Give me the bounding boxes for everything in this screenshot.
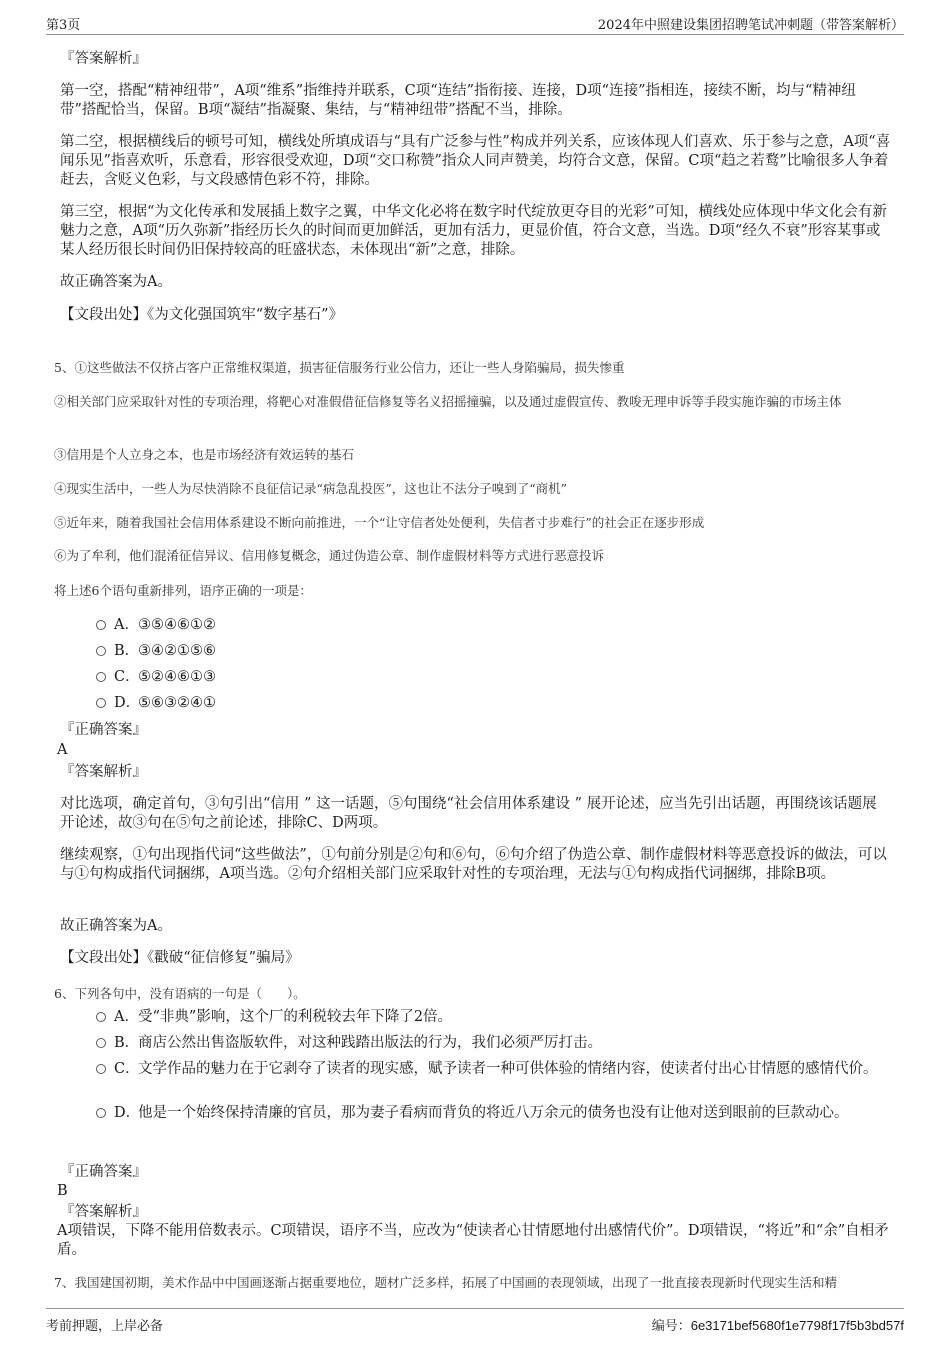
conclusion: 故正确答案为A。 bbox=[60, 274, 172, 290]
radio-icon[interactable] bbox=[96, 1108, 106, 1118]
analysis-label: 『答案解析』 bbox=[60, 764, 147, 780]
page-number: 第3页 bbox=[46, 18, 81, 33]
question-sentence: 5、①这些做法不仅挤占客户正常维权渠道，损害征信服务行业公信力，还让一些人身陷骗局，损失惨重 bbox=[54, 360, 625, 375]
footer-slogan: 考前押题，上岸必备 bbox=[46, 1319, 164, 1334]
document-code: 编号：6e3171bef5680f1e7798f17f5b3bd57f bbox=[651, 1318, 904, 1333]
question-sentence: ②相关部门应采取针对性的专项治理，将靶心对准假借征信修复等名义招摇撞骗，以及通过虚假宣传、教唆无理申诉等手段实施诈骗的市场主体 bbox=[54, 394, 842, 409]
answer-option[interactable]: B．③④②①⑤⑥ bbox=[96, 642, 216, 661]
analysis-label: 『答案解析』 bbox=[60, 51, 147, 67]
radio-icon[interactable] bbox=[96, 620, 106, 630]
radio-icon[interactable] bbox=[96, 1038, 106, 1048]
source-citation: 【文段出处】《为文化强国筑牢“数字基石”》 bbox=[60, 307, 344, 323]
analysis-label: 『答案解析』 bbox=[60, 1204, 147, 1220]
radio-icon[interactable] bbox=[96, 698, 106, 708]
analysis-paragraph: 继续观察，①句出现指代词“这些做法”，①句前分别是②句和⑥句，⑥句介绍了伪造公章、制作虚假材料等恶意投诉的做法，可以与①句构成指代词捆绑，A项当选。②句介绍相关部门应采取针对性的专项治理，无法与①句构成指代词捆绑，排除B项。 bbox=[60, 847, 887, 882]
radio-icon[interactable] bbox=[96, 1064, 106, 1074]
analysis-paragraph: 第二空，根据横线后的顿号可知，横线处所填成语与“具有广泛参与性”构成并列关系，应该体现人们喜欢、乐于参与之意，A项“喜闻乐见”指喜欢听，乐意看，形容很受欢迎，D项“交口称赞”指众人同声赞美，均符合文意，保留。C项“趋之若鹜”比喻很多人争着赶去，含贬义色彩，与文段感情色彩不符，排除。 bbox=[60, 134, 891, 188]
question-sentence: ④现实生活中，一些人为尽快消除不良征信记录“病急乱投医”，这也让不法分子嗅到了“商机” bbox=[54, 481, 568, 496]
radio-icon[interactable] bbox=[96, 672, 106, 682]
answer-option[interactable]: C．⑤②④⑥①③ bbox=[96, 668, 216, 687]
question-stem: 7、我国建国初期，美术作品中中国画逐渐占据重要地位，题材广泛多样，拓展了中国画的表现领域，出现了一批直接表现新时代现实生活和精 bbox=[54, 1275, 837, 1290]
answer-option[interactable]: D．⑤⑥③②④① bbox=[96, 694, 216, 713]
answer-label: 『正确答案』 bbox=[60, 722, 147, 738]
answer-option[interactable]: D．他是一个始终保持清廉的官员，那为妻子看病而背负的将近八万余元的债务也没有让他对送到眼前的巨款动心。 bbox=[96, 1104, 886, 1123]
radio-icon[interactable] bbox=[96, 1012, 106, 1022]
answer-option[interactable]: A．受“非典”影响，这个厂的利税较去年下降了2倍。 bbox=[96, 1008, 886, 1027]
page-footer bbox=[46, 1308, 904, 1335]
analysis-paragraph: A项错误，下降不能用倍数表示。C项错误，语序不当，应改为“使读者心甘情愿地付出感情代价”。D项错误，“将近”和“余”自相矛盾。 bbox=[57, 1223, 889, 1258]
answer-option[interactable]: A．③⑤④⑥①② bbox=[96, 616, 216, 635]
radio-icon[interactable] bbox=[96, 646, 106, 656]
correct-answer: B bbox=[57, 1183, 68, 1199]
question-sentence: ⑤近年来，随着我国社会信用体系建设不断向前推进，一个“让守信者处处便利，失信者寸步难行”的社会正在逐步形成 bbox=[54, 515, 705, 530]
page-header bbox=[46, 10, 904, 35]
question-prompt: 将上述6个语句重新排列，语序正确的一项是： bbox=[54, 583, 312, 598]
answer-option[interactable]: B．商店公然出售盗版软件，对这种践踏出版法的行为，我们必须严厉打击。 bbox=[96, 1034, 886, 1053]
question-sentence: ⑥为了牟利，他们混淆征信异议、信用修复概念，通过伪造公章、制作虚假材料等方式进行恶意投诉 bbox=[54, 548, 605, 563]
analysis-paragraph: 对比选项，确定首句，③句引出“信用 ” 这一话题，⑤句围绕“社会信用体系建设 ” 展开论述，应当先引出话题，再围绕该话题展开论述，故③句在⑤句之前论述，排除C、D两项。 bbox=[60, 796, 877, 831]
question-sentence: ③信用是个人立身之本，也是市场经济有效运转的基石 bbox=[54, 447, 355, 462]
answer-option[interactable]: C．文学作品的魅力在于它剥夺了读者的现实感，赋予读者一种可供体验的情绪内容，使读者付出心甘情愿的感情代价。 bbox=[96, 1060, 886, 1079]
analysis-paragraph: 第三空，根据“为文化传承和发展插上数字之翼，中华文化必将在数字时代绽放更夺目的光彩”可知，横线处应体现中华文化会有新魅力之意，A项“历久弥新”指经历长久的时间而更加鲜活，更加有活力，更显价值，符合文意，当选。D项“经久不衰”形容某事或某人经历很长时间仍旧保持较高的旺盛状态，未体现出“新”之意，排除。 bbox=[60, 204, 887, 258]
question-stem: 6、下列各句中，没有语病的一句是（ ）。 bbox=[54, 986, 306, 1001]
source-citation: 【文段出处】《戳破“征信修复”骗局》 bbox=[60, 950, 300, 966]
correct-answer: A bbox=[57, 742, 68, 758]
conclusion: 故正确答案为A。 bbox=[60, 918, 172, 934]
answer-label: 『正确答案』 bbox=[60, 1164, 147, 1180]
document-title: 2024年中照建设集团招聘笔试冲刺题（带答案解析） bbox=[597, 18, 904, 33]
analysis-paragraph: 第一空，搭配“精神纽带”，A项“维系”指维持并联系，C项“连结”指衔接、连接，D项“连接”指相连，接续不断，均与“精神纽带”搭配恰当，保留。B项“凝结”指凝聚、集结，与“精神纽带”搭配不当，排除。 bbox=[60, 83, 856, 118]
